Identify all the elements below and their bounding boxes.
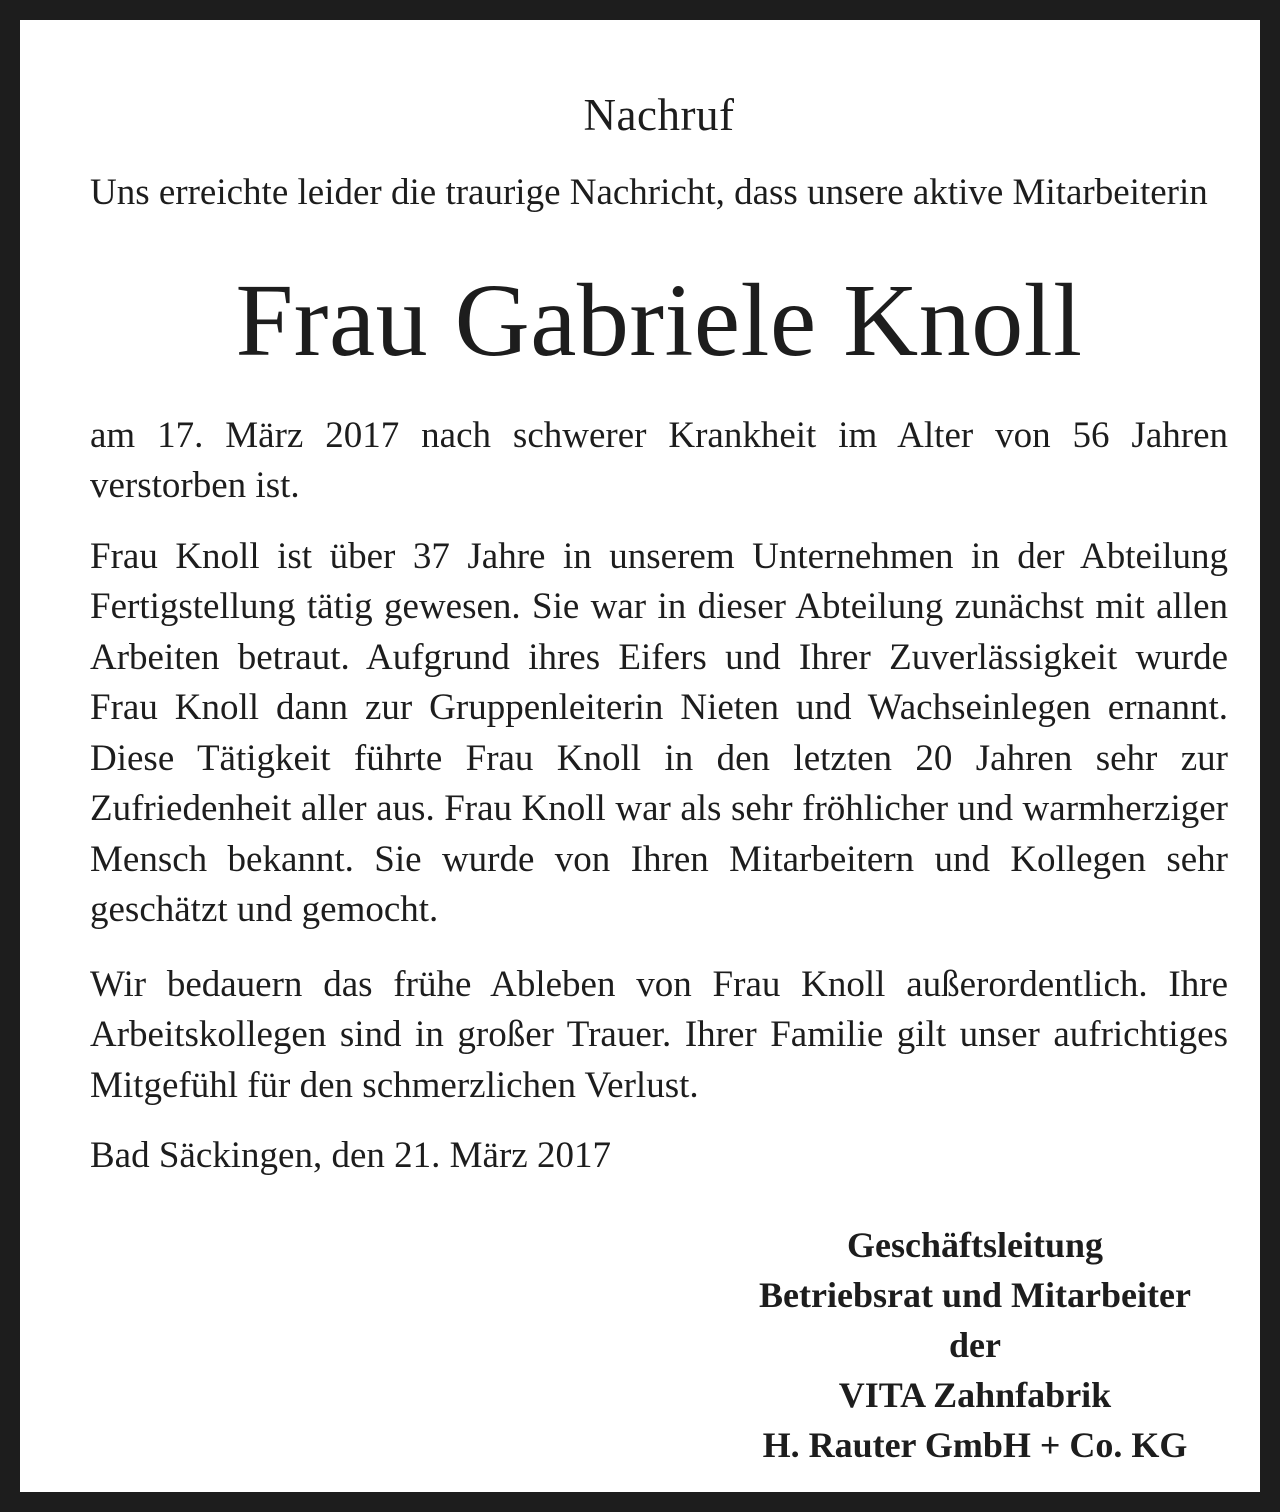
notice-heading: Nachruf xyxy=(583,90,735,140)
deceased-name: Frau Gabriele Knoll xyxy=(235,262,1083,378)
signature-line-works-council: Betriebsrat und Mitarbeiter xyxy=(759,1275,1191,1315)
place-date: Bad Säckingen, den 21. März 2017 xyxy=(90,1135,611,1176)
signature-line-company: VITA Zahnfabrik xyxy=(838,1375,1112,1415)
career-paragraph: Frau Knoll ist über 37 Jahre in unserem Unternehmen in der Abteilung Fertigstellung tätig gewesen. Sie war in dieser Abteilung zunächst mit allen Arbeiten betraut. Aufgrund ihres Eifers und Ihrer Zuverlässigkeit wurde Frau Knoll dann zur Gruppenleiterin Nieten und Wachseinlegen ernannt. Diese Tätigkeit führte Frau Knoll in den letzten 20 Jahren sehr zur Zufriedenheit aller aus. Frau Knoll war als sehr fröhlicher und warmherziger Mensch bekannt. Sie wurde von Ihren Mitarbeitern und Kollegen sehr geschätzt und gemocht. xyxy=(90,535,1228,930)
obituary-body xyxy=(90,86,1228,1182)
condolence-paragraph: Wir bedauern das frühe Ableben von Frau Knoll außerordentlich. Ihre Arbeitskollegen sind in großer Trauer. Ihrer Familie gilt unser aufrichtiges Mitgefühl für den schmerzlichen Verlust. xyxy=(90,963,1228,1106)
intro-text: Uns erreichte leider die traurige Nachricht, dass unsere aktive Mitarbeiterin xyxy=(90,172,1208,213)
death-statement: am 17. März 2017 nach schwerer Krankheit im Alter von 56 Jahren verstorben ist. xyxy=(90,414,1228,506)
signature-line-management: Geschäftsleitung xyxy=(847,1225,1103,1265)
signature-line-legal-entity: H. Rauter GmbH + Co. KG xyxy=(762,1425,1188,1465)
signature-block xyxy=(640,1220,1280,1470)
signature-line-der: der xyxy=(949,1325,1001,1365)
